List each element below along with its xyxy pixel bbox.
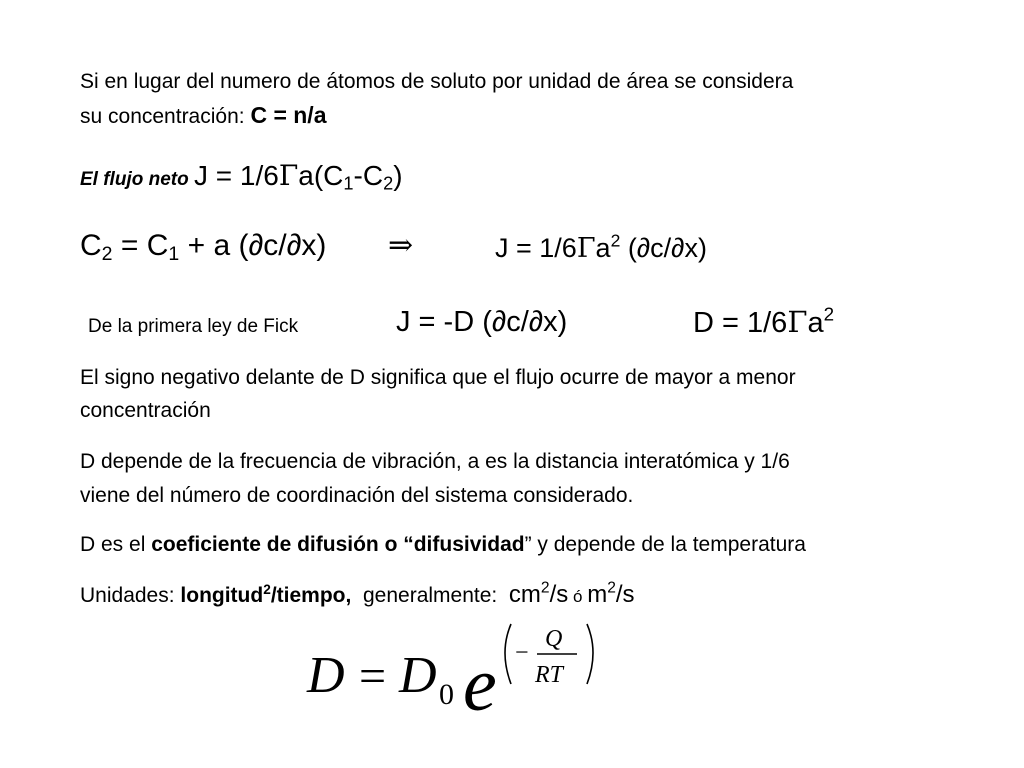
- diffusion-coef-equation: [693, 304, 834, 341]
- units-line: [80, 579, 635, 612]
- formula-d: D: [307, 647, 345, 704]
- formula-equals: =: [359, 650, 387, 703]
- coefficient-line: [80, 529, 806, 560]
- intro-line-1: [80, 66, 793, 97]
- cm-text: cm: [508, 581, 541, 608]
- net-flux-eq-start: J = 1/6: [194, 160, 279, 191]
- superscript-2: 2: [607, 579, 616, 597]
- net-flux-eq-close: ): [393, 160, 403, 191]
- superscript-2: 2: [263, 581, 271, 597]
- intro-text-2: su concentración:: [80, 105, 251, 128]
- j-gradient-start: J = 1/6: [495, 233, 577, 263]
- sign-line-2: [80, 395, 211, 426]
- c2-rest: + a (∂c/∂x): [179, 229, 327, 262]
- c2-equation-line: [80, 228, 326, 272]
- net-flux-eq-dash: -C: [353, 160, 384, 191]
- j-gradient-equation: [495, 230, 707, 267]
- gamma-symbol: Γ: [787, 305, 808, 339]
- concentration-formula: C = n/a: [250, 102, 327, 128]
- formula-e: e: [463, 643, 497, 727]
- j-gradient-a: a: [595, 233, 611, 263]
- fick-equation: [396, 304, 567, 340]
- formula-minus: −: [515, 640, 529, 666]
- c2-sub: 2: [101, 242, 113, 265]
- diffusion-coef-start: D = 1/6: [693, 307, 788, 339]
- fick-equation-text: J = -D (∂c/∂x): [396, 306, 568, 338]
- sign-line-1: [80, 362, 796, 393]
- subscript-2: 2: [383, 173, 394, 194]
- formula-sub-zero: 0: [439, 678, 454, 711]
- units-generally: generalmente:: [351, 584, 509, 607]
- units-label: Unidades:: [80, 584, 181, 607]
- formula-denominator: RT: [535, 662, 564, 688]
- sign-text-2: concentración: [80, 399, 211, 422]
- formula-d0: D: [399, 647, 437, 704]
- subscript-1: 1: [343, 173, 354, 194]
- dependency-text-1: D depende de la frecuencia de vibración, a es la distancia interatómica y 1/6: [80, 450, 790, 473]
- m-per-s: /s: [615, 581, 635, 608]
- intro-line-2: [80, 100, 327, 132]
- fick-label-text: De la primera ley de Fick: [88, 316, 299, 337]
- right-paren-icon: [587, 624, 593, 684]
- implies-arrow-icon: ⇒: [388, 228, 414, 263]
- net-flux-label: El flujo neto: [80, 169, 194, 190]
- implies-arrow: [388, 228, 413, 264]
- units-length: longitud: [180, 584, 264, 607]
- units-m: [587, 581, 634, 608]
- superscript-2: 2: [540, 579, 550, 597]
- c1-sub: 1: [168, 242, 180, 265]
- dependency-text-2: viene del número de coordinación del sistema considerado.: [80, 484, 634, 507]
- left-paren-icon: [505, 624, 511, 684]
- superscript-2: 2: [610, 230, 621, 251]
- sign-text-1: El signo negativo delante de D significa que el flujo ocurre de mayor a menor: [80, 366, 796, 389]
- coefficient-post: ” y depende de la temperatura: [524, 533, 806, 556]
- units-cm: [509, 581, 568, 608]
- net-flux-line: [80, 158, 403, 202]
- cm-per-s: /s: [549, 581, 569, 608]
- gamma-symbol: Γ: [576, 233, 596, 264]
- coefficient-term: coeficiente de difusión o “difusividad: [151, 533, 525, 556]
- fick-label: [88, 312, 298, 342]
- m-text: m: [587, 581, 608, 608]
- c2-eq: = C: [112, 229, 169, 262]
- arrhenius-formula: [305, 612, 605, 752]
- units-or: ó: [568, 587, 588, 606]
- diffusion-coef-a: a: [807, 307, 824, 339]
- j-gradient-end: (∂c/∂x): [620, 233, 708, 263]
- intro-text-1: Si en lugar del numero de átomos de soluto por unidad de área se considera: [80, 70, 794, 93]
- net-flux-eq-mid: a(C: [298, 160, 344, 191]
- c2-c: C: [80, 229, 102, 262]
- units-time: /tiempo,: [270, 584, 352, 607]
- dependency-line-2: [80, 480, 633, 511]
- superscript-2: 2: [823, 303, 835, 325]
- gamma-symbol: Γ: [278, 159, 299, 192]
- dependency-line-1: [80, 446, 790, 477]
- formula-numerator: Q: [545, 626, 563, 652]
- coefficient-pre: D es el: [80, 533, 152, 556]
